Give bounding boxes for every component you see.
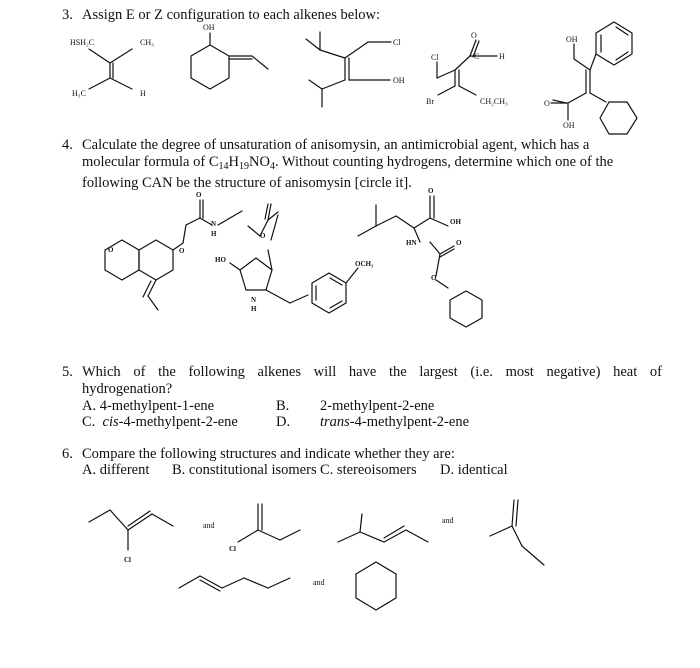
- label-oh-ring: OH: [566, 35, 578, 44]
- q6-option-d: D. identical: [440, 462, 508, 478]
- label-ch3: CH₃: [140, 38, 154, 47]
- label-br: Br: [426, 97, 434, 106]
- q5-option-a: A. 4-methylpent-1-ene: [82, 398, 215, 414]
- q6-cl-1: Cl: [124, 556, 131, 564]
- q6-and-2: and: [442, 516, 454, 525]
- label-o-acid: O: [544, 99, 550, 108]
- label-ho: HO: [215, 256, 226, 264]
- q5-option-d-letter: D.: [276, 414, 291, 430]
- label-h3c: H₃C: [72, 89, 86, 98]
- question-3-title: 3. Assign E or Z configuration to each alkenes below:: [62, 7, 380, 23]
- label-o2: O: [179, 247, 185, 255]
- label-hsh2c: HSH₂C: [70, 38, 95, 47]
- label-o1: O: [196, 191, 202, 199]
- label-hn: HN: [406, 239, 417, 247]
- q4-structure-3: [358, 187, 482, 327]
- question-5-text: 5. Which of the following alkenes will have the largest (i.e. most negative) heat of hydrogenation?: [62, 364, 662, 397]
- question-6-text: 6. Compare the following structures and indicate whether they are:: [62, 446, 455, 462]
- label-o3: O: [108, 246, 114, 254]
- label-oh-top: OH: [203, 23, 215, 32]
- q3-alkene-2: [191, 23, 268, 89]
- label-o4: O: [260, 232, 266, 240]
- q6-and-3: and: [313, 578, 325, 587]
- q5-option-d: trans-4-methylpent-2-ene: [320, 414, 469, 430]
- q3-alkene-4: [426, 31, 508, 106]
- q5-option-c: C. cis-4-methylpent-2-ene: [82, 414, 238, 430]
- label-o6: O: [456, 239, 462, 247]
- label-o7: O: [431, 274, 437, 282]
- label-oh-mid: OH: [393, 76, 405, 85]
- label-och3: OCH₃: [355, 260, 374, 268]
- label-h2: H: [251, 305, 257, 313]
- question-4-text: 4. Calculate the degree of unsaturation of anisomysin, an antimicrobial agent, which has a molecular formula of $C_{14}H_{19}NO_4$. Without counting hydrogens, determine which one of the following CAN be the structure of anisomysin [circle it].: [62, 137, 614, 191]
- label-h-ald: H: [499, 52, 505, 61]
- q6-pair-3: [179, 562, 396, 610]
- label-o5: O: [428, 187, 434, 195]
- q3-alkene-1: [70, 38, 154, 98]
- q6-pair-1: [89, 504, 300, 564]
- label-cl-1: Cl: [393, 38, 401, 47]
- label-n1: N: [211, 220, 217, 228]
- label-oh: OH: [450, 218, 461, 226]
- label-n2: N: [251, 296, 257, 304]
- q3-alkene-3: [306, 32, 405, 107]
- q4-structure-2: [215, 204, 373, 313]
- q5-option-b: 2-methylpent-2-ene: [320, 398, 435, 414]
- q6-option-b: B. constitutional isomers: [172, 462, 317, 478]
- q5-option-b-letter: B.: [276, 398, 290, 414]
- q6-option-a: A. different: [82, 462, 150, 478]
- q4-structure-1: [105, 191, 242, 310]
- q6-cl-2: Cl: [229, 545, 236, 553]
- label-cl-2: Cl: [431, 53, 439, 62]
- label-ch2ch3: CH₂CH₃: [480, 97, 508, 106]
- q3-alkene-5: [544, 22, 637, 134]
- q6-option-c: C. stereoisomers: [320, 462, 417, 478]
- label-oh-acid: OH: [563, 121, 575, 130]
- label-o-ald: O: [471, 31, 477, 40]
- label-h: H: [140, 89, 146, 98]
- label-c: C: [474, 52, 480, 61]
- q6-pair-2: [338, 500, 544, 565]
- q6-and-1: and: [203, 521, 215, 530]
- label-h1: H: [211, 230, 217, 238]
